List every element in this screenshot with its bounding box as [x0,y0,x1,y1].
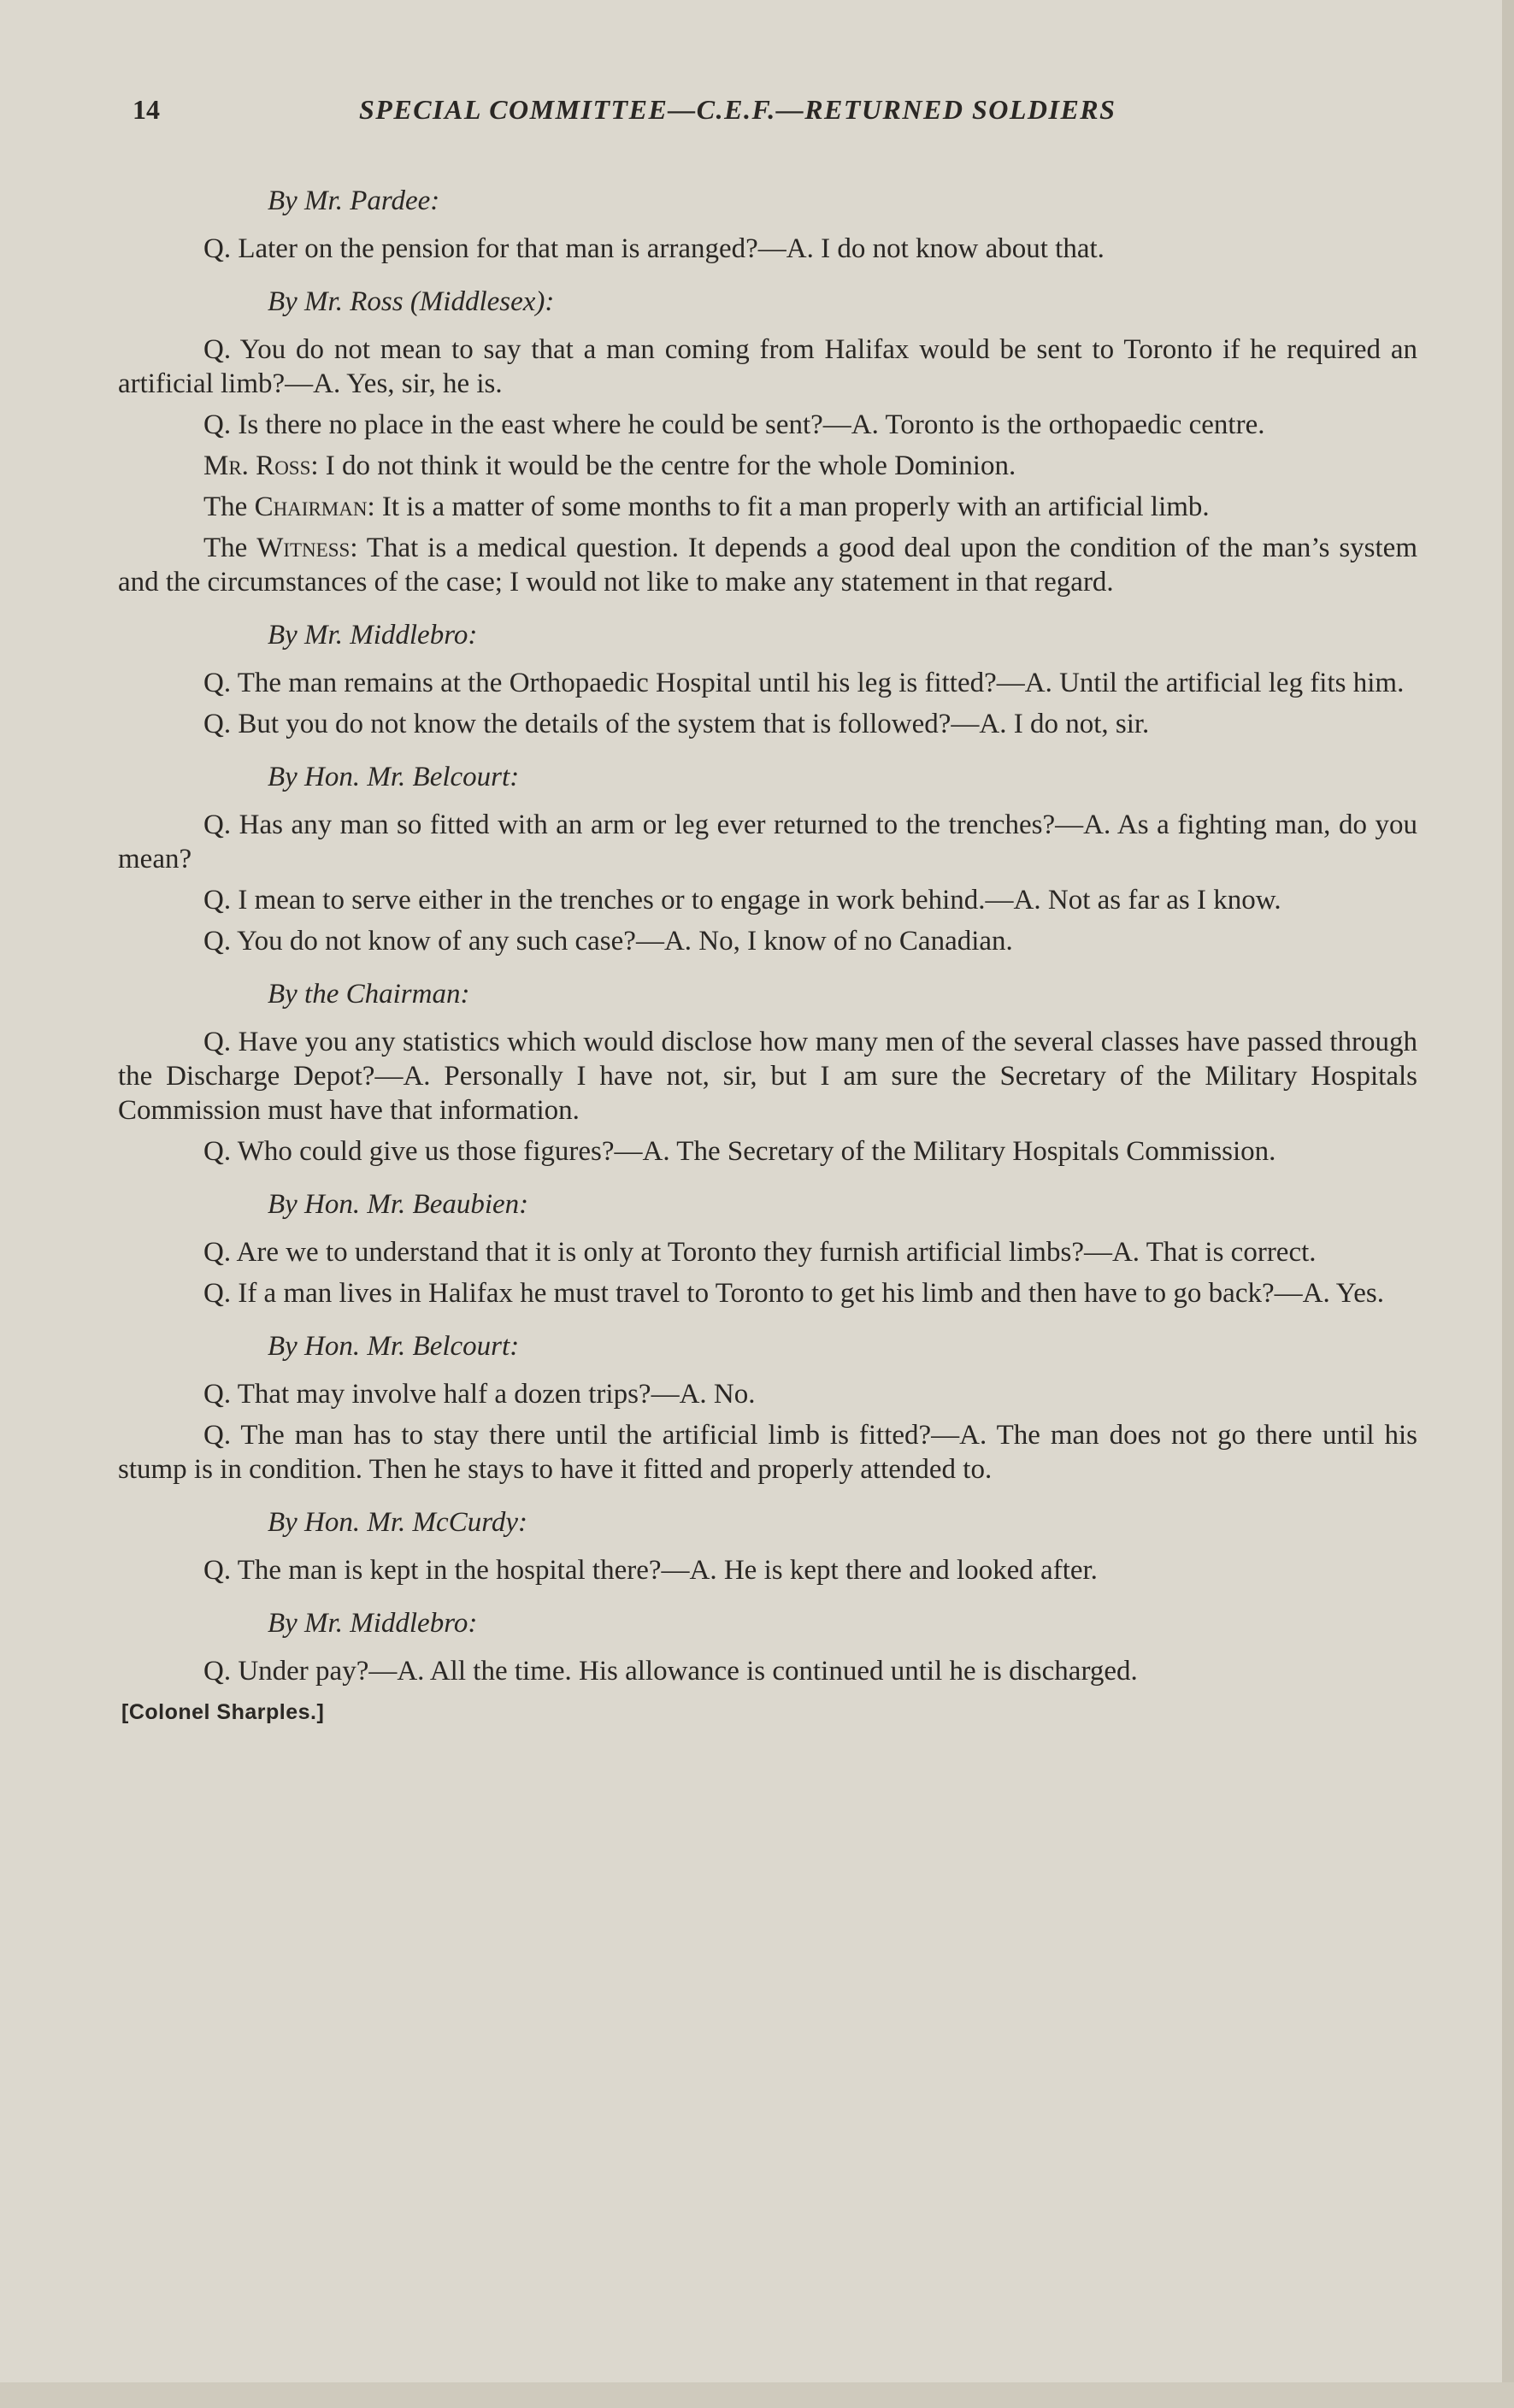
speaker-heading: By Mr. Middlebro: [268,1608,478,1639]
paragraph-prefix: The [203,533,257,563]
paragraph-text: : It is a matter of some months to fit a man properly with an artificial limb. [367,492,1210,522]
speaker-heading: By Hon. Mr. Belcourt: [268,762,520,792]
transcript-paragraph [118,490,1417,524]
transcript-paragraph [118,408,1417,442]
paragraph-text: Q. The man is kept in the hospital there?—A. He is kept there and looked after. [203,1555,1098,1586]
witness-footer-note: [Colonel Sharples.] [121,1700,325,1724]
paragraph-text: Q. That may involve half a dozen trips?—A. No. [203,1379,756,1410]
speaker-name: Chairman [254,492,368,522]
transcript-paragraph [118,1134,1417,1169]
transcript-paragraph [118,1654,1417,1688]
speaker-name: Mr. Ross [203,450,311,481]
page-number: 14 [133,94,160,125]
page-header [133,94,1415,145]
transcript-paragraph [118,1025,1417,1127]
paragraph-text: Q. If a man lives in Halifax he must travel to Toronto to get his limb and then have to go back?—A. Yes. [203,1278,1384,1309]
transcript-paragraph [118,333,1417,401]
transcript-paragraph [118,232,1417,266]
paragraph-text: Q. You do not know of any such case?—A. No, I know of no Canadian. [203,926,1013,957]
transcript-paragraph [118,531,1417,599]
paragraph-text: Q. Later on the pension for that man is arranged?—A. I do not know about that. [203,233,1105,264]
paragraph-text: Q. Is there no place in the east where he could be sent?—A. Toronto is the orthopaedic centre. [203,409,1265,440]
transcript-paragraph [118,1418,1417,1487]
paragraph-text: Q. The man has to stay there until the artificial limb is fitted?—A. The man does not go there until his stump is in condition. Then he stays to have it fitted and properly attended to. [118,1420,1417,1485]
speaker-heading: By Hon. Mr. Belcourt: [268,1331,520,1362]
transcript-paragraph [118,1276,1417,1310]
paragraph-text: : I do not think it would be the centre for the whole Dominion. [310,450,1016,481]
page-bottom-edge [0,2382,1514,2408]
transcript-paragraph [118,883,1417,917]
paragraph-text: Q. Are we to understand that it is only at Toronto they furnish artificial limbs?—A. That is correct. [203,1237,1317,1268]
transcript-body [118,184,1417,1729]
paragraph-text: Q. But you do not know the details of the system that is followed?—A. I do not, sir. [203,709,1150,739]
paragraph-text: Q. I mean to serve either in the trenches or to engage in work behind.—A. Not as far as I know. [203,885,1281,916]
paragraph-prefix: The [203,492,255,522]
speaker-heading: By Mr. Ross (Middlesex): [268,286,555,317]
speaker-name: Witness [256,533,351,563]
paragraph-text: Q. Who could give us those figures?—A. The Secretary of the Military Hospitals Commission. [203,1136,1276,1167]
speaker-heading: By Mr. Pardee: [268,185,440,216]
transcript-paragraph [118,666,1417,700]
speaker-heading: By the Chairman: [268,979,470,1010]
paragraph-text: Q. Has any man so fitted with an arm or leg ever returned to the trenches?—A. As a fighting man, do you mean? [118,810,1417,874]
transcript-paragraph [118,1235,1417,1269]
transcript-paragraph [118,924,1417,958]
transcript-paragraph [118,1377,1417,1411]
page-edge-shadow [1502,0,1514,2408]
transcript-paragraph [118,449,1417,483]
paragraph-text: Q. Under pay?—A. All the time. His allowance is continued until he is discharged. [203,1656,1138,1687]
speaker-heading: By Hon. Mr. Beaubien: [268,1189,529,1220]
transcript-paragraph [118,707,1417,741]
speaker-heading: By Hon. Mr. McCurdy: [268,1507,527,1538]
paragraph-text: Q. The man remains at the Orthopaedic Hospital until his leg is fitted?—A. Until the artificial leg fits him. [203,668,1405,698]
speaker-heading: By Mr. Middlebro: [268,620,478,651]
running-head: SPECIAL COMMITTEE—C.E.F.—RETURNED SOLDIERS [359,94,1116,125]
transcript-paragraph [118,808,1417,876]
transcript-paragraph [118,1553,1417,1587]
paragraph-text: Q. Have you any statistics which would disclose how many men of the several classes have passed through the Discharge Depot?—A. Personally I have not, sir, but I am sure the Secretary of the Military Hospitals Commission must have that information. [118,1027,1417,1126]
paragraph-text: Q. You do not mean to say that a man coming from Halifax would be sent to Toronto if he required an artificial limb?—A. Yes, sir, he is. [118,334,1417,399]
paragraph-text: : That is a medical question. It depends a good deal upon the condition of the man’s system and the circumstances of the case; I would not like to make any statement in that regard. [118,533,1417,598]
